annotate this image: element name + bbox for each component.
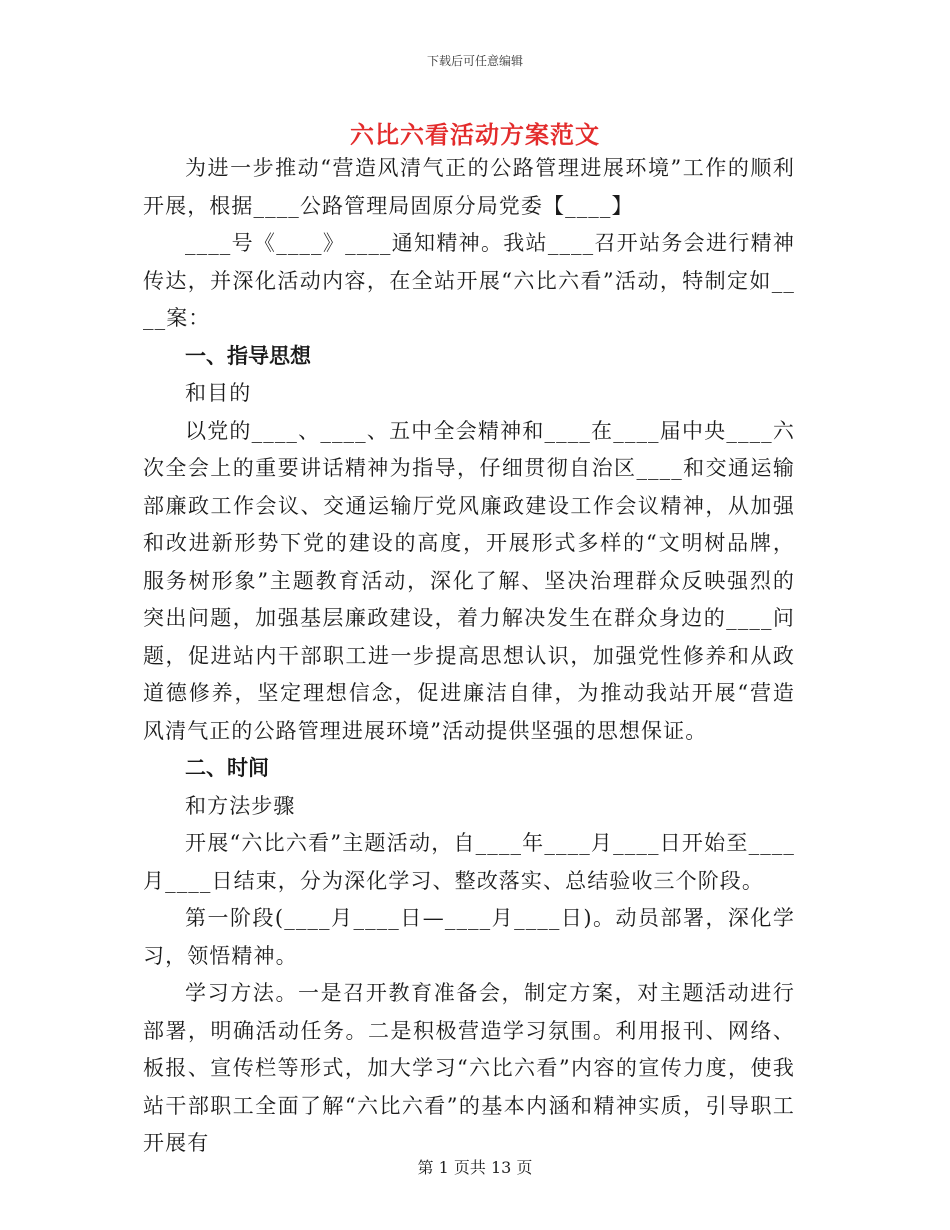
paragraph: 为进一步推动“营造风清气正的公路管理进展环境”工作的顺利开展，根据____公路管理局固原分局党委【____】	[143, 156, 795, 218]
paragraph: 和目的	[185, 381, 252, 405]
section-heading: 二、时间	[185, 756, 269, 780]
document-title: 六比六看活动方案范文	[350, 121, 600, 149]
paragraph: 第一阶段(____月____日—____月____日)。动员部署，深化学习，领悟精神。	[143, 906, 795, 968]
section-heading: 一、指导思想	[185, 343, 311, 368]
paragraph: 开展“六比六看”主题活动，自____年____月____日开始至____月____日结束，分为深化学习、整改落实、总结验收三个阶段。	[143, 831, 795, 893]
paragraph: ____号《____》____通知精神。我站____召开站务会进行精神传达，并深化活动内容，在全站开展“六比六看”活动，特制定如____案：	[143, 231, 795, 330]
document-body	[143, 150, 795, 1163]
paragraph: 和方法步骤	[185, 793, 296, 818]
paragraph: 学习方法。一是召开教育准备会，制定方案，对主题活动进行部署，明确活动任务。二是积极营造学习氛围。利用报刊、网络、板报、宣传栏等形式，加大学习“六比六看”内容的宣传力度，使我站干部职工全面了解“六比六看”的基本内涵和精神实质，引导职工开展有	[143, 981, 795, 1155]
page-footer: 第 1 页共 13 页	[417, 1158, 533, 1177]
page-header: 下载后可任意编辑	[426, 54, 523, 68]
paragraph: 以党的____、____、五中全会精神和____在____届中央____六次全会上的重要讲话精神为指导，仔细贯彻自治区____和交通运输部廉政工作会议、交通运输厅党风廉政建设工作会议精神，从加强和改进新形势下党的建设的高度，开展形式多样的“文明树品牌，服务树形象”主题教育活动，深化了解、坚决治理群众反映强烈的突出问题，加强基层廉政建设，着力解决发生在群众身边的____问题，促进站内干部职工进一步提高思想认识，加强党性修养和从政道德修养，坚定理想信念，促进廉洁自律，为推动我站开展“营造风清气正的公路管理进展环境”活动提供坚强的思想保证。	[143, 418, 795, 743]
